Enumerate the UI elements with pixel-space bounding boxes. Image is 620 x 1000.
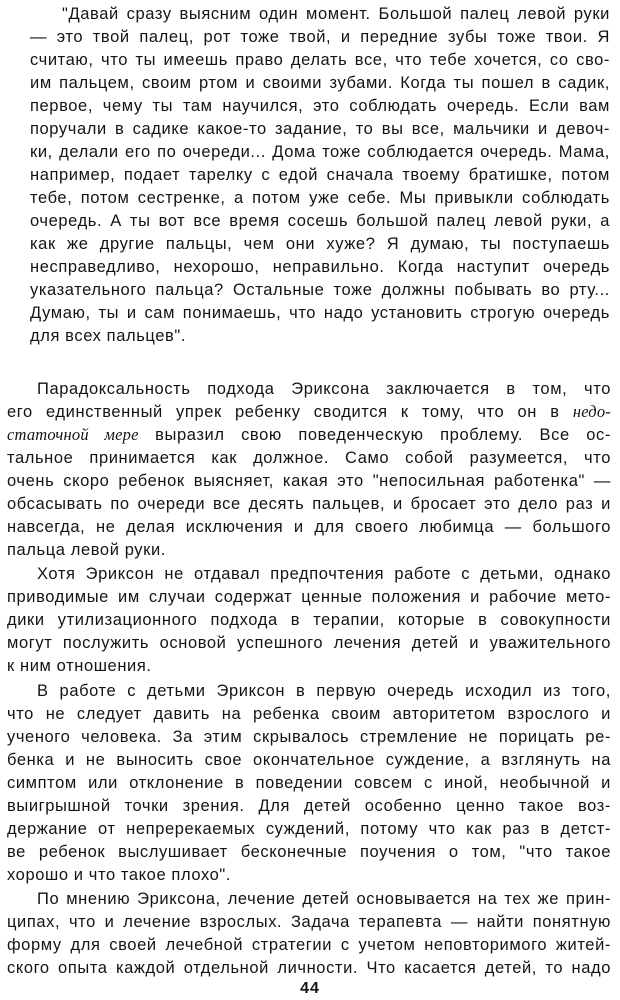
italic-run: статочной мере — [7, 425, 139, 444]
paragraph-line: держание от непререкаемых суждений, потому что как раз в детст- — [7, 820, 611, 838]
page-number: 44 — [300, 980, 320, 997]
quote-line: указательного пальца? Остальные тоже должны побывать во рту... — [30, 281, 610, 299]
paragraph-line: ского опыта каждой отдельной личности. Что касается детей, то надо — [7, 959, 611, 977]
paragraph-line: тальное принимается как должное. Само собой разумеется, что — [7, 449, 611, 467]
paragraph-line: хорошо и что такое плохо". — [7, 866, 232, 884]
quote-line: как же другие пальцы, чем они хуже? Я думаю, ты поступаешь — [30, 235, 610, 253]
quote-line: первое, чему ты там научился, это соблюдать очередь. Если вам — [30, 97, 610, 115]
quote-line: Думаю, ты и сам понимаешь, что надо установить строгую очередь — [30, 304, 610, 322]
paragraph-line: Хотя Эриксон не отдавал предпочтения работе с детьми, однако — [37, 565, 611, 583]
paragraph-line: ве ребенок выслушивает бесконечные поучения о том, "что такое — [7, 843, 611, 861]
italic-run: недо- — [572, 402, 612, 421]
text-run: его единственный упрек ребенку сводится к тому, что он в — [7, 403, 560, 421]
quote-line: — это твой палец, рот тоже твой, и передние зубы тоже твои. Я — [30, 28, 610, 46]
paragraph-line — [7, 424, 611, 446]
quote-line: "Давай сразу выясним один момент. Большой палец левой руки — [62, 5, 610, 23]
quote-line: считаю, что ты имеешь право делать все, что тебе хочется, со сво- — [30, 51, 610, 69]
quote-line: очередь. А ты вот все время сосешь большой палец левой руки, а — [30, 212, 610, 230]
paragraph-line: обсасывать по очереди все десять пальцев, и бросает это дело раз и — [7, 495, 611, 513]
paragraph-line: ципах, что и лечение взрослых. Задача терапевта — найти понятную — [7, 913, 611, 931]
quote-line: им пальцем, своим ртом и своими зубами. Когда ты пошел в садик, — [30, 74, 610, 92]
paragraph-line: выигрышной точки зрения. Для детей особенно ценно такое воз- — [7, 797, 611, 815]
paragraph-line: приводимые им случаи содержат ценные положения и рабочие мето- — [7, 588, 611, 606]
paragraph-line: к ним отношения. — [7, 657, 152, 675]
text-run: выразил свою поведенческую проблему. Все ос- — [155, 426, 612, 444]
paragraph-line: что не следует давить на ребенка своим авторитетом взрослого и — [7, 705, 611, 723]
paragraph-line — [7, 401, 611, 423]
paragraph-line: По мнению Эриксона, лечение детей основывается на тех же прин- — [37, 890, 611, 908]
quote-line: поручали в садике какое-то задание, то вы все, мальчики и девоч- — [30, 120, 610, 138]
paragraph-line: ученого человека. За этим скрывалось стремление не порицать ре- — [7, 728, 611, 746]
paragraph-line: могут послужить основой успешного лечения детей и уважительного — [7, 634, 611, 652]
quote-line: несправедливо, нехорошо, неправильно. Когда наступит очередь — [30, 258, 610, 276]
paragraph-line: бенка и не выносить свое окончательное суждение, а взглянуть на — [7, 751, 611, 769]
paragraph-line: форму для своей лечебной стратегии с учетом неповторимого житей- — [7, 936, 611, 954]
paragraph-line: навсегда, не делая исключения и для своего любимца — большого — [7, 518, 611, 536]
paragraph-line: В работе с детьми Эриксон в первую очередь исходил из того, — [37, 682, 611, 700]
paragraph-line: пальца левой руки. — [7, 541, 166, 559]
quote-line: тебе, потом сестренке, а потом уже себе. Мы привыкли соблюдать — [30, 189, 610, 207]
quote-line: для всех пальцев". — [30, 327, 187, 345]
paragraph-line: очень скоро ребенок выясняет, какая это "непосильная работенка" — — [7, 472, 611, 490]
paragraph-line: дики утилизационного подхода в терапии, которые в совокупности — [7, 611, 611, 629]
quote-line: например, подает тарелку с едой сначала твоему братишке, потом — [30, 166, 610, 184]
quote-line: ки, делали его по очереди... Дома тоже соблюдается очередь. Мама, — [30, 143, 610, 161]
paragraph-line: симптом или отклонение в поведении совсем с иной, необычной и — [7, 774, 611, 792]
paragraph-line: Парадоксальность подхода Эриксона заключается в том, что — [37, 380, 611, 398]
